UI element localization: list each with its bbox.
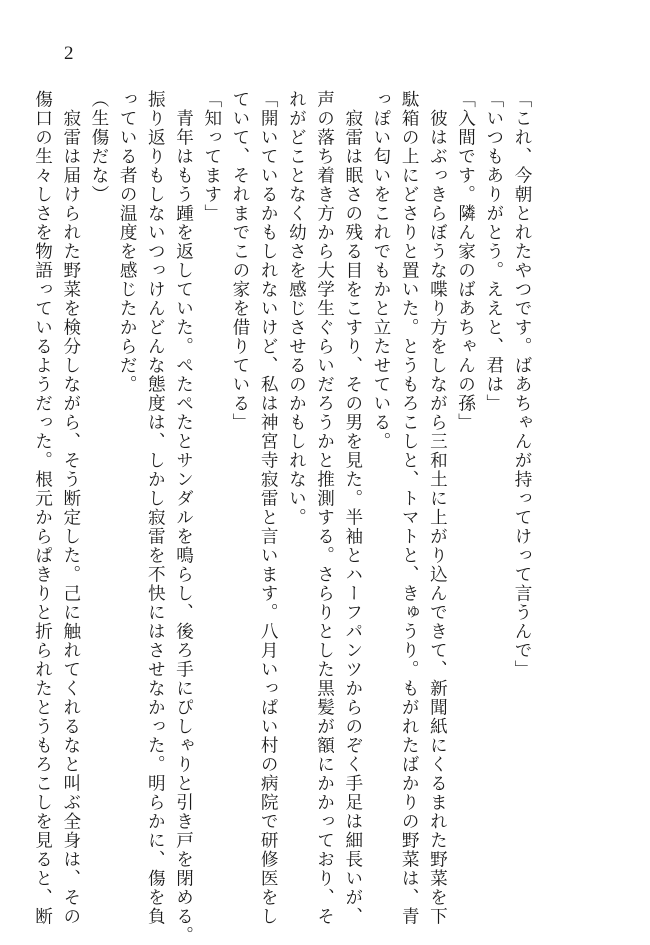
page-number: 2: [64, 43, 74, 64]
text-line: 「入間です。隣ん家のばあちゃんの孫」: [455, 90, 476, 432]
text-line: れがどことなく幼さを感じさせるのかもしれない。: [286, 90, 307, 527]
text-line: っぽい匂いをこれでもかと立たせている。: [370, 90, 391, 451]
text-line: 駄箱の上にどさりと置いた。とうもろこしと、トマトと、きゅうり。もがれたばかりの野菜は、青: [399, 90, 420, 926]
text-line: っている者の温度を感じたからだ。: [117, 90, 138, 394]
text-line: 振り返りもしないつっけんどんな態度は、しかし寂雷を不快にはさせなかった。明らかに、傷を負: [145, 90, 166, 926]
text-line: 彼はぶっきらぼうな喋り方をしながら三和土に上がり込んできて、新聞紙にくるまれた野菜を下: [427, 90, 448, 926]
text-line: 「開いているかもしれないけど、私は神宮寺寂雷と言います。八月いっぱい村の病院で研修医をし: [258, 90, 279, 926]
body-text: [32, 90, 536, 945]
text-line: 声の落ち着き方から大学生ぐらいだろうかと推測する。さらりとした黒髪が額にかかっており、そ: [314, 90, 335, 926]
text-line: （生傷だな）: [88, 90, 109, 204]
text-line: 「いつもありがとう。ええと、君は」: [483, 90, 504, 413]
text-line: 「知ってます」: [201, 90, 222, 223]
text-line: 青年はもう踵を返していた。ぺたぺたとサンダルを鳴らし、後ろ手にぴしゃりと引き戸を閉める。: [173, 90, 194, 945]
text-line: 寂雷は眠さの残る目をこすり、その男を見た。半袖とハーフパンツからのぞく手足は細長いが、: [342, 90, 363, 926]
text-line: 傷口の生々しさを物語っているようだった。根元からぱきりと折られたとうもろこしを見ると、断: [32, 90, 53, 926]
text-line: 「これ、今朝とれたやつです。ばあちゃんが持ってけって言うんで」: [512, 90, 532, 679]
text-line: ていて、それまでこの家を借りている」: [229, 90, 250, 432]
text-line: 寂雷は届けられた野菜を検分しながら、そう断定した。己に触れてくれるなと叫ぶ全身は、その: [60, 90, 81, 926]
